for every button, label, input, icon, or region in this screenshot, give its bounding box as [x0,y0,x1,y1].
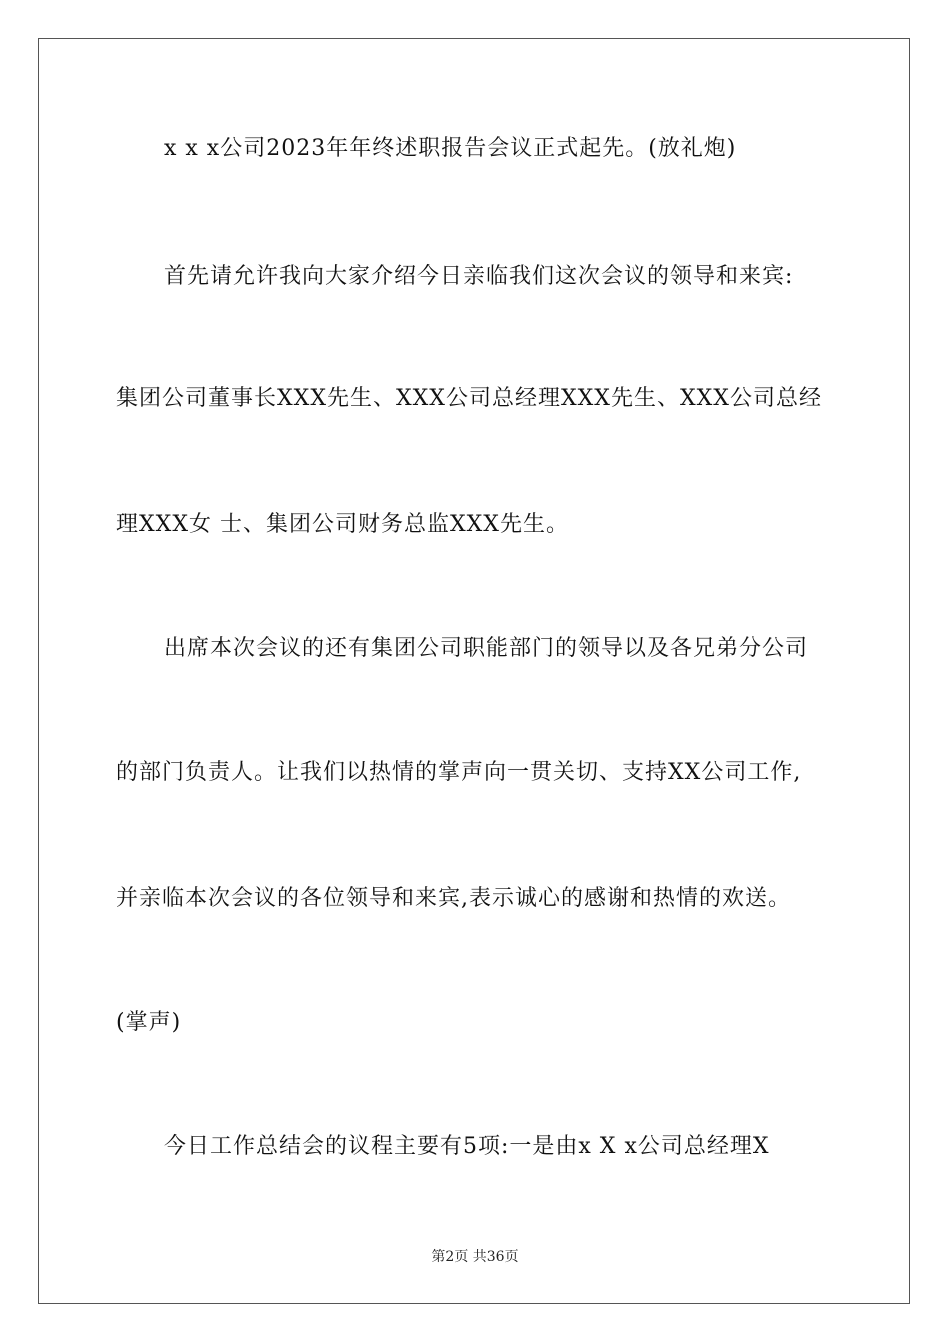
paragraph-line-8: (掌声) [116,1010,182,1035]
page-border [38,38,910,1304]
paragraph-line-3: 集团公司董事长XXX先生、XXX公司总经理XXX先生、XXX公司总经 [116,386,822,411]
paragraph-line-2: 首先请允许我向大家介绍今日亲临我们这次会议的领导和来宾: [164,264,794,289]
paragraph-line-4: 理XXX女 士、集团公司财务总监XXX先生。 [116,512,569,537]
paragraph-line-6: 的部门负责人。让我们以热情的掌声向一贯关切、支持XX公司工作, [116,760,802,785]
paragraph-line-9: 今日工作总结会的议程主要有5项:一是由x X x公司总经理X [164,1134,770,1159]
page-number-footer: 第2页 共36页 [431,1249,519,1265]
paragraph-line-5: 出席本次会议的还有集团公司职能部门的领导以及各兄弟分公司 [164,636,809,661]
paragraph-line-7: 并亲临本次会议的各位领导和来宾,表示诚心的感谢和热情的欢送。 [116,886,791,911]
paragraph-line-1: x x x公司2023年年终述职报告会议正式起先。(放礼炮) [164,136,737,161]
